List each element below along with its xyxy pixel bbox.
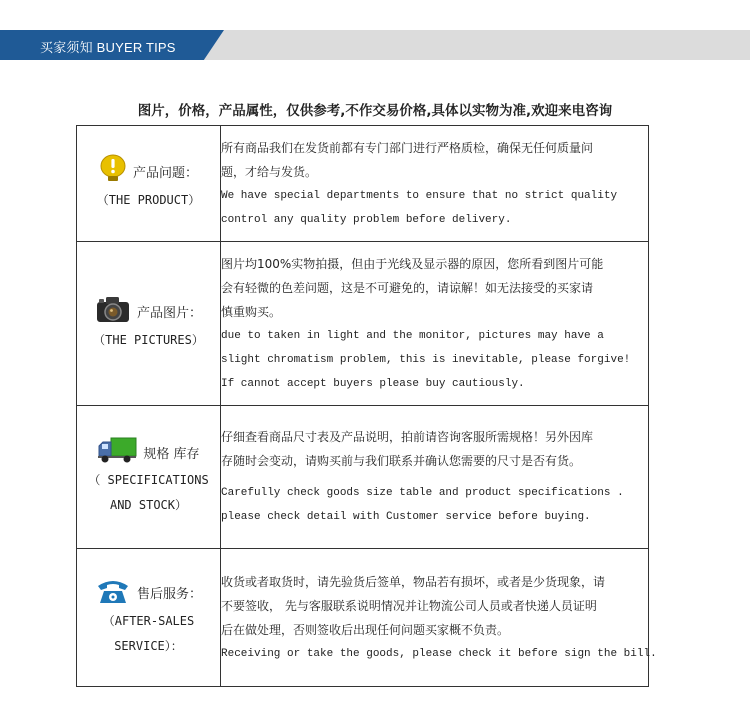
desc-en-line: We have special departments to ensure that no strict quality — [221, 189, 618, 202]
desc-zh-line: 会有轻微的色差问题，这是不可避免的，请谅解！如无法接受的买家请 — [221, 280, 594, 295]
table-row-pictures — [77, 242, 649, 406]
desc-cell-product — [221, 126, 649, 242]
desc-zh-line: 图片均100%实物拍摄，但由于光线及显示器的原因，您所看到图片可能 — [221, 256, 604, 271]
buyer-tips-banner — [0, 30, 750, 60]
label-cell-product — [77, 126, 221, 242]
label-en-service: SERVICE）： — [114, 638, 183, 653]
label-en-pictures: （THE PICTURES） — [93, 333, 204, 347]
desc-cell-pictures — [221, 242, 649, 406]
desc-en-line: slight chromatism problem, this is inevitable, please forgive! — [221, 353, 631, 366]
label-zh-specifications: 规格 库存 — [143, 446, 200, 462]
tips-table — [76, 125, 657, 687]
desc-en-line: If cannot accept buyers please buy cautiously. — [221, 377, 525, 390]
label-en-stock: AND STOCK） — [109, 498, 188, 512]
desc-en-line: Carefully check goods size table and product specifications . — [221, 487, 624, 499]
desc-zh-line: 收货或者取货时，请先验货后签单，物品若有损坏，或者是少货现象，请 — [221, 574, 606, 589]
label-cell-after-sales — [77, 549, 221, 687]
label-en-specifications: （ SPECIFICATIONS — [88, 473, 209, 487]
warning-bulb-icon — [99, 154, 127, 188]
desc-zh-line: 存随时会变动，请购买前与我们联系并确认您需要的尺寸是否有货。 — [221, 454, 582, 468]
camera-icon — [95, 294, 131, 328]
tips-subtitle: 图片，价格，产品属性，仅供参考,不作交易价格,具体以实物为准,欢迎来电咨询 — [137, 103, 613, 119]
desc-cell-after-sales — [221, 549, 657, 687]
label-zh-product: 产品问题： — [132, 165, 198, 181]
label-en-after-sales: （AFTER-SALES — [102, 613, 195, 628]
telephone-icon — [95, 577, 131, 609]
desc-zh-line: 后在做处理，否则签收后出现任何问题买家概不负责。 — [221, 622, 510, 637]
desc-zh-line: 不要签收， 先与客服联系说明情况并让物流公司人员或者快递人员证明 — [221, 598, 597, 613]
desc-en-line: please check detail with Customer service before buying. — [221, 511, 591, 523]
desc-cell-specifications — [221, 406, 649, 549]
label-zh-after-sales: 售后服务： — [136, 587, 202, 602]
label-cell-specifications — [77, 406, 221, 549]
banner-title: 买家须知 BUYER TIPS — [40, 40, 176, 55]
desc-en-line: control any quality problem before delivery. — [221, 213, 512, 226]
label-cell-pictures — [77, 242, 221, 406]
table-row-after-sales — [77, 549, 649, 687]
desc-zh-line: 所有商品我们在发货前都有专门部门进行严格质检，确保无任何质量问 — [221, 140, 594, 155]
desc-en-line: Receiving or take the goods, please check it before sign the bill. — [221, 647, 657, 660]
desc-zh-line: 仔细查看商品尺寸表及产品说明，拍前请咨询客服所需规格！另外因库 — [221, 430, 594, 444]
desc-zh-line: 题，才给与发货。 — [221, 164, 318, 179]
table-row-specifications — [77, 406, 649, 549]
desc-en-line: due to taken in light and the monitor, pictures may have a — [221, 329, 604, 342]
delivery-truck-icon — [97, 436, 137, 468]
label-en-product: （THE PRODUCT） — [96, 193, 201, 207]
label-zh-pictures: 产品图片： — [136, 305, 202, 321]
table-row-product — [77, 126, 649, 242]
desc-zh-line: 慎重购买。 — [221, 304, 282, 319]
